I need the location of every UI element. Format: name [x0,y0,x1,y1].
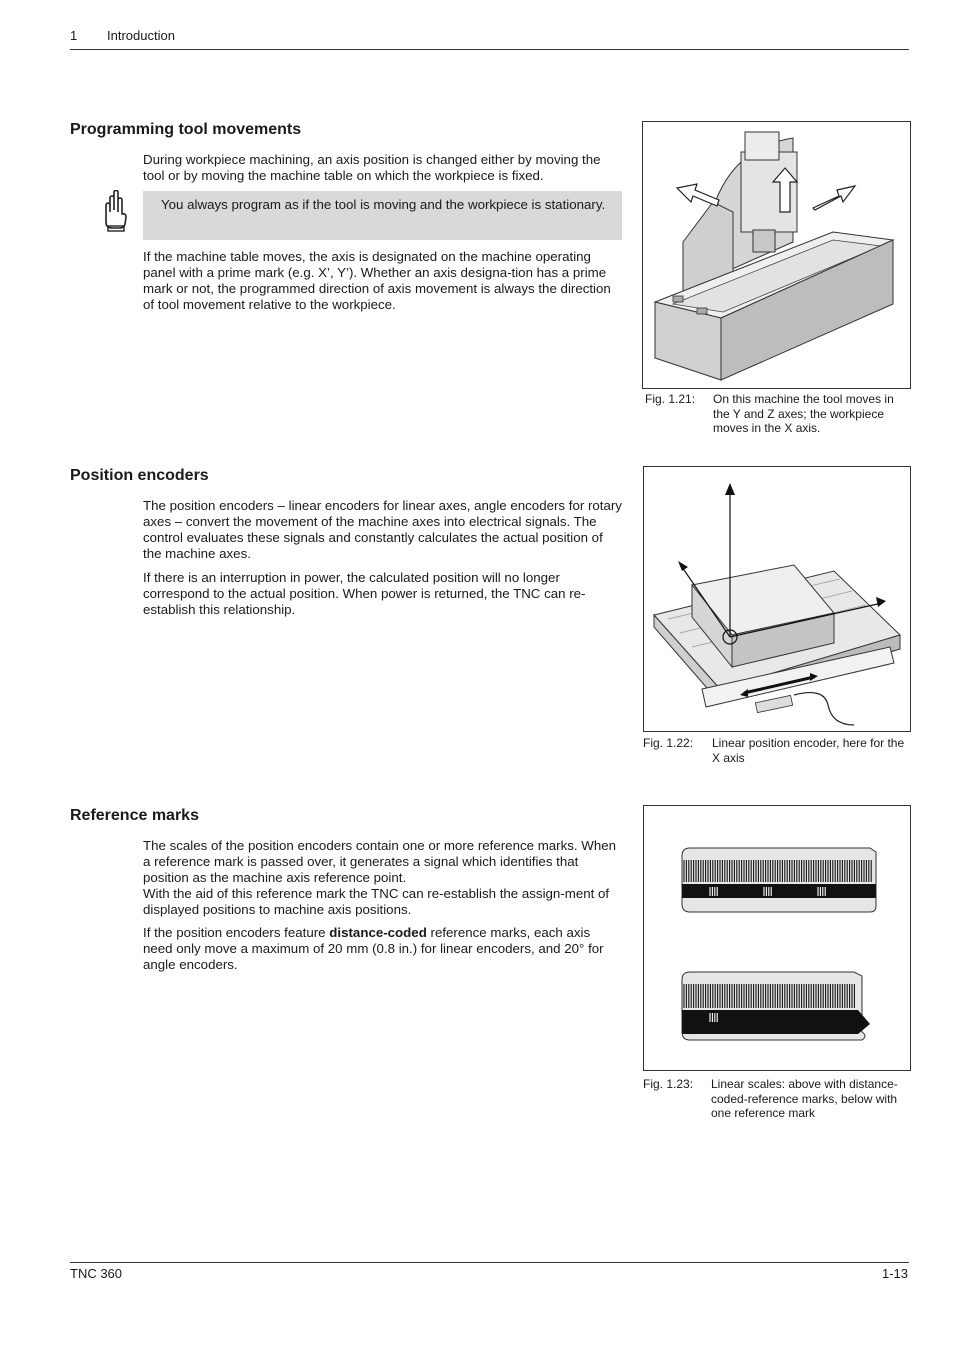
note-box [143,191,622,240]
section1-paragraph-2: If the machine table moves, the axis is designated on the machine operating panel with a prime mark (e.g. X’, Y’). Whether an axis designa-tion has a prime mark or not, the programmed direction of axis movement is always the direction of tool movement relative to the workpiece. [143,249,611,312]
footer-page-number: 1-13 [881,1266,908,1281]
section-heading-programming: Programming tool movements [70,121,302,138]
pointing-hand-icon [100,190,132,232]
section2-paragraph-2: If there is an interruption in power, the calculated position will no longer correspond to the actual position. When power is returned, the TNC can re-establish this relationship. [143,570,586,617]
chapter-title: Introduction [107,28,175,43]
section-heading-encoders: Position encoders [70,467,209,484]
figure-caption: Linear scales: above with distance-coded-reference marks, below with one reference mark [711,1077,898,1120]
bold-term: distance-coded [329,925,427,940]
footer-product-name: TNC 360 [70,1266,123,1281]
section1-paragraph-1: During workpiece machining, an axis position is changed either by moving the tool or by moving the machine table on which the workpiece is fixed. [143,152,601,183]
paragraph-text: reference marks, each axis need only move a maximum of 20 mm (0.8 in.) for linear encoders, and 20° for angle encoders. [143,925,604,972]
note-text: You always program as if the tool is moving and the workpiece is stationary. [161,197,606,212]
figure-milling-machine [642,121,911,389]
footer-rule [70,1262,909,1263]
figure-number: Fig. 1.23: [643,1077,694,1091]
section-heading-reference-marks: Reference marks [70,807,199,824]
figure-linear-encoder [643,466,911,732]
section2-paragraph-1: The position encoders – linear encoders for linear axes, angle encoders for rotary axes – convert the movement of the machine axes into electrical signals. The control evaluates these signals and constantly calculates the actual position of the machine axes. [143,498,622,561]
section3-paragraph-2: With the aid of this reference mark the TNC can re-establish the assign-ment of displayed positions to machine axis positions. [143,886,610,917]
figure-linear-scales [643,805,911,1071]
chapter-number: 1 [70,28,78,43]
paragraph-text: If the position encoders feature [143,925,330,940]
figure-caption: On this machine the tool moves in the Y and Z axes; the workpiece moves in the X axis. [713,392,894,435]
figure-number: Fig. 1.22: [643,736,694,750]
figure-number: Fig. 1.21: [645,392,696,406]
header-rule [70,49,909,50]
section3-paragraph-1: The scales of the position encoders contain one or more reference marks. When a reference mark is passed over, it generates a signal which identifies that position as the machine axis reference point. [143,838,617,885]
section3-paragraph-3 [143,925,623,973]
figure-caption: Linear position encoder, here for the X axis [712,736,905,765]
